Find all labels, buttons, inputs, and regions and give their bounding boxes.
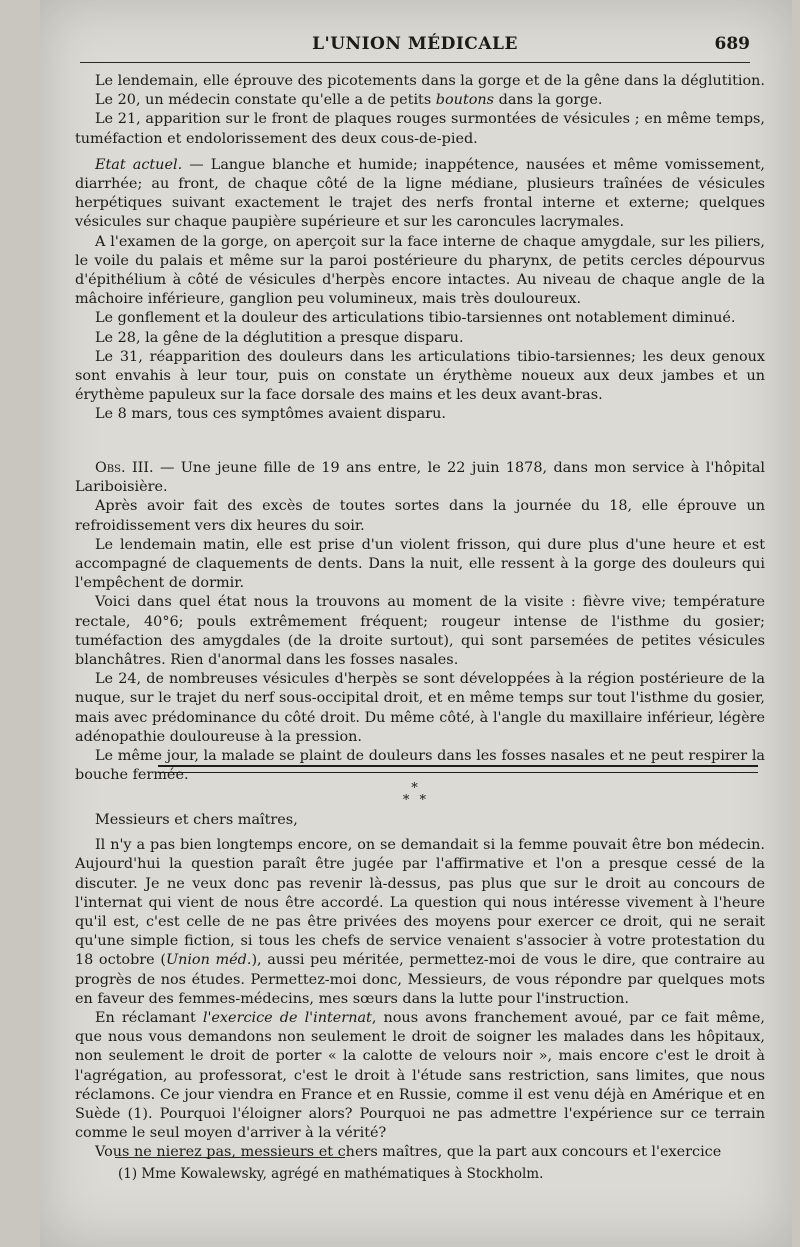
paragraph: Le 21, apparition sur le front de plaques rouges surmontées de vésicules ; en même temps, tuméfaction et endolorissement des deux cous-de-pied. [75,111,765,147]
paragraph: A l'examen de la gorge, on aperçoit sur la face interne de chaque amygdale, sur les piliers, le voile du palais et même sur la paroi postérieure du pharynx, de petits cercles dépourvus d'épithélium à côté de vésicules d'herpès encore intactes. Au niveau de chaque angle de la mâchoire inférieure, ganglion peu volumineux, mais très douloureux. [75,233,765,308]
paragraph [75,91,765,110]
paragraph: Le lendemain, elle éprouve des picotements dans la gorge et de la gêne dans la déglutition. [95,73,765,89]
text-run: dans la gorge. [494,92,603,109]
text-run: Il n'y a pas bien longtemps encore, on se demandait si la femme pouvait être bon médecin. Aujourd'hui la question paraît être jugée par l'affirmative et l'on a presque cessé de la discuter. Je ne veux donc pas revenir là-dessus, pas plus que sur le droit au concours de l'internat qui vient de nous être accordé. La question qui nous intéresse vivement à l'heure qu'il est, c'est celle de ne pas être privées des moyens pour exercer ce droit, qui ne serait qu'une simple fiction, si tous les chefs de service venaient s'associer à votre protestation du 18 octobre ( [75,837,765,969]
text-run: En réclamant [95,1010,203,1027]
paragraph: Le 31, réapparition des douleurs dans les articulations tibio-tarsiennes; les deux genoux sont envahis à leur tour, puis on constate un érythème noueux aux deux jambes et un érythème papuleux sur la face dorsale des mains et les deux avant-bras. [75,348,765,404]
journal-page [40,0,792,1247]
observation-2-text [75,72,765,425]
text-run: Le 20, un médecin constate qu'elle a de petits [95,92,436,109]
text-run: , nous avons franchement avoué, par ce fait même, que nous vous demandons non seulement le droit de soigner les malades dans les hôpitaux, non seulement le droit de porter « la calotte de velours noir », mais encore c'est le droit à l'agrégation, au professorat, c'est le droit à l'étude sans restriction, sans limites, que nous réclamons. Ce jour viendra en France et en Russie, comme il est venu déjà en Amérique et en Suède (1). Pourquoi l'éloigner alors? Pourquoi ne pas admettre l'expérience sur ce terrain comme le seul moyen d'arriver à la vérité? [75,1010,765,1142]
paragraph [75,459,765,497]
paragraph: Voici dans quel état nous la trouvons au moment de la visite : fièvre vive; température rectale, 40°6; pouls extrêmement fréquent; rougeur intense de l'isthme du gosier; tuméfaction des amygdales (de la droite surtout), qui sont parsemées de petites vésicules blanchâtres. Rien d'anormal dans les fosses nasales. [75,594,765,669]
page-number: 689 [714,34,750,54]
paragraph [75,156,765,233]
italic-term: l'exercice de l'internat [202,1010,372,1027]
salutation: Messieurs et chers maîtres, [95,812,298,828]
paragraph: Le 8 mars, tous ces symptômes avaient disparu. [95,406,446,423]
paragraph: Le lendemain matin, elle est prise d'un violent frisson, qui dure plus d'une heure et est accompagné de claquements de dents. Dans la nuit, elle ressent à la gorge des douleurs qui l'empêchent de dormir. [75,536,765,592]
letter-text [75,811,765,1163]
observation-label: Obs. III. [95,460,154,476]
paragraph [75,836,765,1009]
section-label: Etat actuel. [95,156,183,173]
paragraph: Le 24, de nombreuses vésicules d'herpès se sont développées à la région postérieure de la nuque, sur le trajet du nerf sous-occipital droit, et en même temps sur tout l'isthme du gosier, mais avec prédominance du côté droit. Du même côté, à l'angle du maxillaire inférieur, légère adénopathie douloureuse à la pression. [75,671,765,745]
observation-3-text [75,459,765,785]
footnote-rule [115,1157,345,1158]
text-run: ), aussi peu méritée, permettez-moi de vous le dire, que contraire au progrès de nos études. Permettez-moi donc, Messieurs, de vous répondre par quelques mots en faveur des femmes-médecins, mes sœurs dans la lutte pour l'instruction. [75,952,765,1007]
citation: Union méd. [165,952,252,969]
page-header [80,32,750,63]
paragraph: Le gonflement et la douleur des articulations tibio-tarsiennes ont notablement diminué. [95,310,736,327]
text-run: — Une jeune fille de 19 ans entre, le 22 juin 1878, dans mon service à l'hôpital Lariboisière. [75,460,766,496]
paragraph: Vous ne nierez pas, messieurs et chers maîtres, que la part aux concours et l'exercice [95,1144,722,1161]
footnote: (1) Mme Kowalewsky, agrégé en mathématiques à Stockholm. [118,1166,544,1182]
italic-term: boutons [435,92,495,109]
asterism: * * * [402,781,430,808]
paragraph [75,1009,765,1143]
section-separator-rule [158,765,758,773]
paragraph: Le même jour, la malade se plaint de douleurs dans les fosses nasales et ne peut respirer la bouche fermée. [75,748,765,784]
paragraph: Le 28, la gêne de la déglutition a presque disparu. [95,329,464,346]
paragraph: Après avoir fait des excès de toutes sortes dans la journée du 18, elle éprouve un refroidissement vers dix heures du soir. [75,498,765,534]
text-run: — Langue blanche et humide; inappétence, nausées et même vomissement, diarrhée; au front, de chaque côté de la ligne médiane, plusieurs traînées de vésicules herpétiques suivant exactement le trajet des nerfs frontal interne et externe; quelques vésicules sur chaque paupière supérieure et sur les caroncules lacrymales. [75,156,766,231]
running-title: L'UNION MÉDICALE [312,34,518,54]
